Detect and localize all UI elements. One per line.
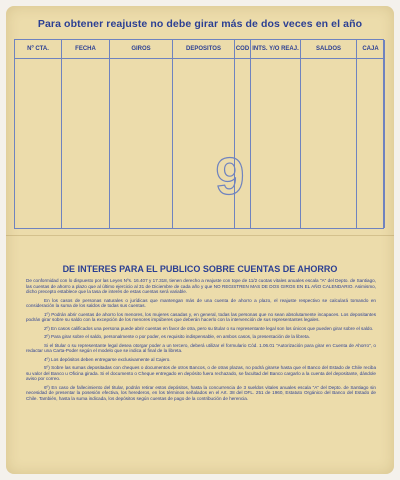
notice-title: DE INTERES PARA EL PUBLICO SOBRE CUENTAS DE AHORRO [62,264,338,274]
fold-line [6,235,394,236]
notice-paragraph: 2º) En casos calificados una persona puede abrir cuentas en favor de otra, pero su titular o su representante legal son los únicos que pueden girar sobre el saldo. [44,325,374,331]
column-header: INTS. Y/O REAJ. [251,40,300,59]
reajuste-notice-header: Para obtener reajuste no debe girar más de dos veces en el año [37,18,363,30]
column-cuenta [15,40,62,228]
notice-body [26,278,376,404]
column-header: COD [235,40,250,59]
notice-paragraph: 3º) Para girar sobre el saldo, personalmente o por poder, es requisito indispensable, en ambos casos, la presentación de la libreta. [44,334,310,339]
notice-paragraph: En los casos de personas naturales o jurídicas que mantengan más de una cuenta de ahorro a plazo, el reajuste respectivo se calculará tomando en consideración la suma de los saldos de todas sus cuentas. [26,297,376,308]
passbook-page [6,6,394,474]
column-saldos [301,40,357,228]
column-header: CAJA [357,40,384,59]
ledger-table [14,39,384,229]
watermark-digit: 9 [215,150,245,200]
notice-paragraph: 5º) Sobre las sumas depositadas con cheques o documentos de otros Bancos, o de otras plazas, no podrá girarse hasta que el Banco del Estado de Chile reciba su valor del Banco u Oficina girada. Si el documento o Cheque entregado en depósito fuera rechazado, se facultad del Banco cargarlo a la cuenta del depositante, dándole aviso por correo. [26,365,376,381]
column-header: GIROS [110,40,172,59]
column-header: DEPOSITOS [173,40,234,59]
column-fecha [62,40,110,228]
notice-intro: De conformidad con lo dispuesto por las Leyes Nºs. 16.407 y 17.318, tienen derecho a reajuste con tope de 11/2 cuotas vitales anuales escala "A" del Depto. de Santiago, las cuentas de ahorro a plazo que al último ejercicio al 31 de Diciembre de cada año y que NO REGISTREN MAS DE DOS GIROS EN EL AÑO CALENDARIO. Asimismo, dicho precepto establece que la tasa de interés de estas cuentas será variable. [26,278,376,294]
column-header: SALDOS [301,40,356,59]
page-number-watermark [205,150,255,200]
notice-paragraph: 6º) En caso de fallecimiento del titular, podrán retirar estos depósitos, hasta la concurrencia de 3 sueldos vitales anuales escala "A" del Depto. de Santiago sin necesidad de presentar la posesión efectiva, los herederos, en los términos señalados en el Art. 38 del DFL. 251 de 1960, Estatuto Orgánico del Banco del Estado de Chile. También, hasta la suma indicada, los depósitos según cuentas de pago de la contribución de herencia. [26,384,376,401]
notice-paragraph: Si el titular o su representante legal desea otorgar poder a un tercero, deberá utilizar el formulario Cód. 1.06.01 "Autorización para girar en Cuenta de Ahorro", o redactar una Carta-Poder según el modelo que se indica al final de la libreta. [26,342,376,353]
column-header: FECHA [62,40,109,59]
column-caja [357,40,385,228]
column-header: Nº CTA. [15,40,61,59]
notice-paragraph: 1º) Podrán abrir cuentas de ahorro los menores, los mujeres casadas y, en general, todas las personas que no sean absolutamente incapaces. Los depositantes podrán girar sobre su saldo con la excepción de los menores impúberes que deberán hacerlo con la intervención de sus representantes legales. [26,311,376,322]
column-intereses [251,40,301,228]
notice-paragraph: 4º) Los depósitos deben entregarse exclusivamente al Cajero. [44,356,171,362]
column-giros [110,40,173,228]
